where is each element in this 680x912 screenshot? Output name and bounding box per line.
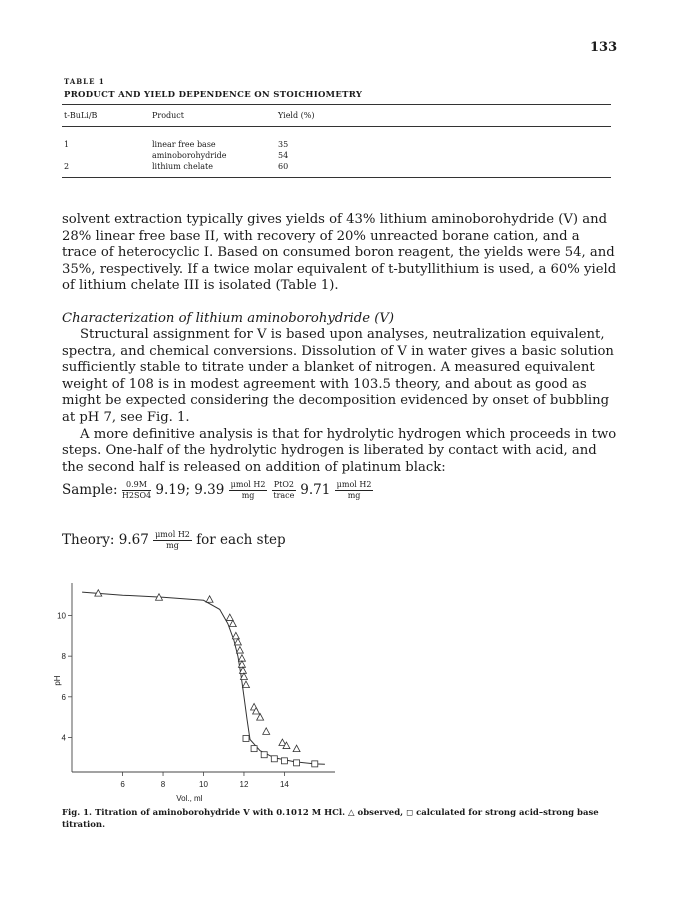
catalyst-step-unit-bottom: mg: [347, 491, 361, 500]
y-tick-label: 8: [61, 652, 66, 662]
catalyst-arrow-condition: trace: [273, 491, 295, 500]
theory-suffix: for each step: [196, 532, 286, 548]
calculated-point: [281, 758, 287, 764]
observed-point: [234, 638, 241, 645]
calculated-point: [243, 735, 249, 741]
x-axis-label: Vol., ml: [176, 794, 203, 803]
table-row-2-ratio: 2: [64, 162, 70, 171]
x-tick-label: 12: [239, 780, 249, 789]
acid-step-unit-bottom: mg: [241, 491, 255, 500]
observed-point: [232, 632, 239, 639]
observed-point: [229, 620, 236, 627]
paragraph-structure-text: Structural assignment for V is based upon analyses, neutralization equivalent, spectra, and chemical conversions. Dissolution of V in water gives a basic solution sufficiently stable to titrate under a blanket of nitrogen. A measured equivalent weight of 108 is in modest agreement with 103.5 theory, and about as good as might be expected considering the decomposition evidenced by onset of bubbling at pH 7, see Fig. 1.: [62, 327, 614, 425]
calculated-point: [312, 761, 318, 767]
figure-caption: Fig. 1. Titration of aminoborohydride V with 0.1012 M HCl. △ observed, ◻ calculated for strong acid–strong base titration.: [62, 808, 599, 830]
y-tick-label: 4: [61, 733, 66, 743]
table-row-2-yield: 60: [278, 162, 289, 171]
table-row-1-product-a: linear free base: [152, 140, 216, 149]
x-tick-label: 6: [120, 780, 125, 789]
table-row-1-yield-b: 54: [278, 151, 289, 160]
calculated-point: [271, 756, 277, 762]
calculated-point: [294, 760, 300, 766]
paragraph-yields-text: solvent extraction typically gives yields of 43% lithium aminoborohydride (V) and 28% linear free base II, with recovery of 20% unreacted borane cation, and a trace of heterocyclic I. Based on consumed boron reagent, the yields were 54, and 35%, respectively. If a twice molar equivalent of t-butyllithium is used, a 60% yield of lithium chelate III is isolated (Table 1).: [62, 212, 617, 294]
y-axis-label: pH: [53, 675, 62, 686]
acid-step-values: 9.19; 9.39: [155, 482, 225, 498]
table-row-1-ratio: 1: [64, 140, 70, 149]
paragraph-hydrolysis-text: A more definitive analysis is that for hydrolytic hydrogen which proceeds in two steps. One-half of the hydrolytic hydrogen is liberated by contact with acid, and the second half is released on addition of platinum black:: [62, 426, 617, 475]
page-number: 133: [590, 40, 618, 55]
observed-point: [242, 681, 249, 688]
y-tick-label: 6: [61, 692, 66, 702]
theory-value: 9.67: [118, 532, 149, 548]
section-heading: Characterization of lithium aminoborohydride (V): [62, 311, 395, 326]
table-row-1-product-b: aminoborohydride: [152, 151, 227, 160]
observed-point: [206, 596, 213, 603]
catalyst-step-unit-top: μmol H2: [336, 480, 372, 489]
x-tick-label: 10: [199, 780, 208, 789]
observed-point: [257, 714, 264, 721]
calculated-point: [251, 746, 257, 752]
theory-label: Theory:: [62, 532, 115, 548]
table-row-1-yield-a: 35: [278, 140, 289, 149]
table-caption: PRODUCT AND YIELD DEPENDENCE ON STOICHIOMETRY: [64, 90, 363, 100]
x-tick-label: 8: [160, 780, 166, 789]
acid-arrow-condition: H2SO4: [121, 491, 152, 500]
catalyst-step-value: 9.71: [300, 482, 331, 498]
theory-unit-bottom: mg: [166, 541, 179, 550]
x-tick-label: 14: [279, 780, 289, 789]
observed-point: [226, 614, 233, 621]
calculated-point: [261, 752, 267, 758]
observed-point: [263, 728, 270, 735]
table-row-2-product: lithium chelate: [152, 162, 213, 171]
table-header-yield: Yield (%): [278, 111, 315, 120]
observed-point: [293, 745, 300, 752]
observed-point: [236, 647, 243, 654]
acid-step-unit-top: μmol H2: [230, 480, 266, 489]
titration-curve: [82, 592, 325, 764]
sample-label: Sample:: [62, 482, 118, 498]
theory-unit-top: μmol H2: [155, 530, 190, 539]
y-tick-label: 10: [57, 611, 66, 621]
table-header-ratio: t-BuLi/B: [64, 111, 98, 120]
catalyst-arrow-reagent: PtO2: [273, 480, 294, 489]
acid-arrow-reagent: 0.9M: [122, 480, 151, 491]
table-header-product: Product: [152, 111, 184, 120]
table-label: TABLE 1: [64, 77, 105, 86]
